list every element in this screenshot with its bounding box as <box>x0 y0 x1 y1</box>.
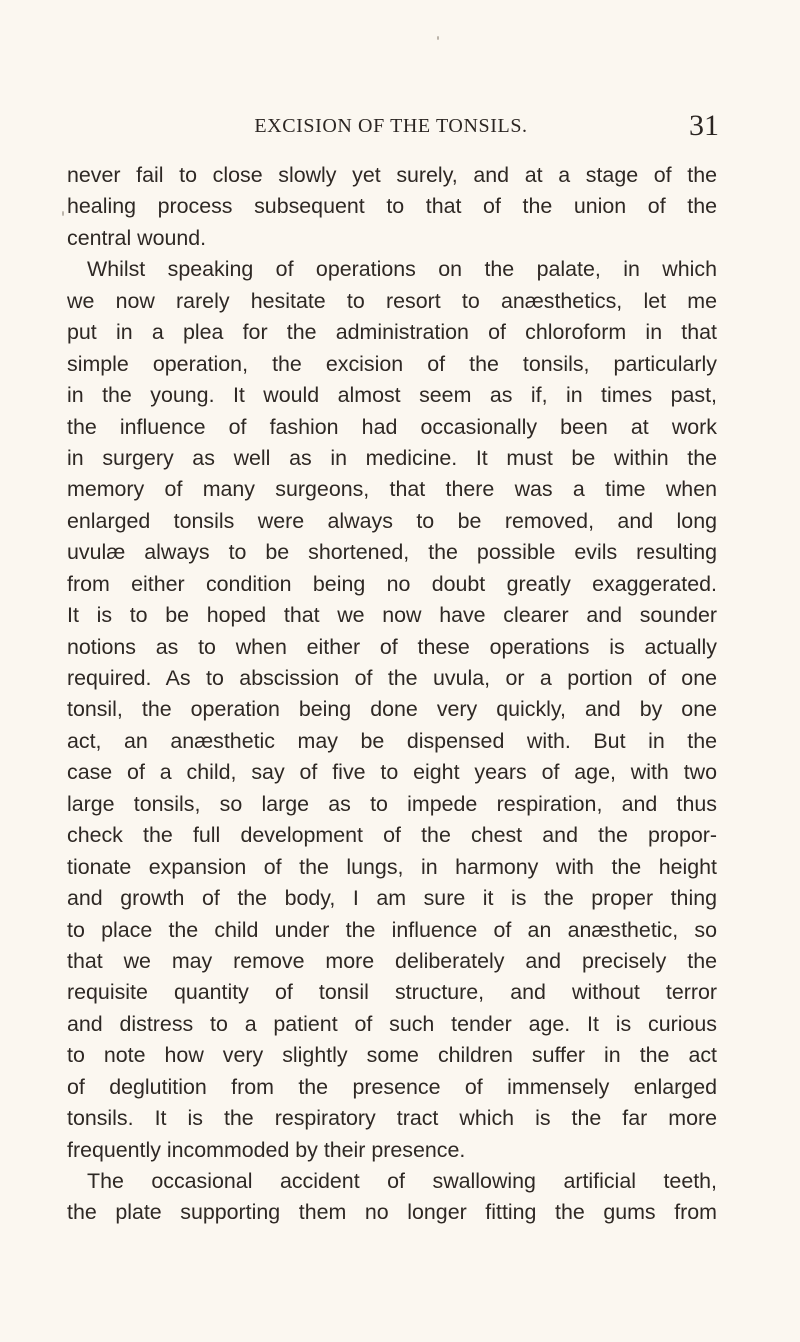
text-line: central wound. <box>67 225 207 250</box>
text-line: enlarged tonsils were always to be removed, and long <box>67 508 717 533</box>
paper-speck <box>437 36 439 40</box>
text-line: uvulæ always to be shortened, the possible evils resulting <box>67 540 717 565</box>
text-line: large tonsils, so large as to impede respiration, and thus <box>67 791 717 816</box>
text-line: never fail to close slowly yet surely, and at a stage of the <box>67 163 717 187</box>
text-line: to note how very slightly some children suffer in the act <box>67 1043 717 1068</box>
text-line: and growth of the body, I am sure it is the proper thing <box>67 886 717 911</box>
text-line: in the young. It would almost seem as if, in times past, <box>67 383 717 408</box>
paper-speck <box>62 211 64 216</box>
text-line: we now rarely hesitate to resort to anæsthetics, let me <box>67 288 717 313</box>
text-line: It is to be hoped that we now have clearer and sounder <box>67 603 717 628</box>
running-head <box>67 109 719 143</box>
text-line: to place the child under the influence of an anæsthetic, so <box>67 917 717 942</box>
text-line: notions as to when either of these operations is actually <box>67 634 717 659</box>
text-line: and distress to a patient of such tender age. It is curious <box>67 1011 717 1036</box>
page-number: 31 <box>689 109 719 142</box>
text-line: the influence of fashion had occasionally been at work <box>67 414 717 439</box>
text-line: case of a child, say of five to eight years of age, with two <box>67 760 717 785</box>
text-line: healing process subsequent to that of the union of the <box>67 194 717 219</box>
text-line: from either condition being no doubt greatly exaggerated. <box>67 571 717 596</box>
text-line: tionate expansion of the lungs, in harmony with the height <box>67 854 717 879</box>
text-line: that we may remove more deliberately and precisely the <box>67 948 717 973</box>
text-line: the plate supporting them no longer fitting the gums from <box>67 1200 717 1225</box>
text-line: memory of many surgeons, that there was a time when <box>67 477 717 502</box>
text-line: The occasional accident of swallowing artificial teeth, <box>87 1169 717 1193</box>
text-line: of deglutition from the presence of immensely enlarged <box>67 1074 717 1099</box>
text-line: tonsil, the operation being done very quickly, and by one <box>67 697 717 722</box>
body-text <box>67 160 717 1229</box>
text-line: in surgery as well as in medicine. It must be within the <box>67 445 717 470</box>
running-title: EXCISION OF THE TONSILS. <box>254 115 528 137</box>
text-line: put in a plea for the administration of chloroform in that <box>67 320 717 345</box>
text-line: frequently incommoded by their presence. <box>67 1137 466 1162</box>
text-line: requisite quantity of tonsil structure, and without terror <box>67 980 717 1005</box>
text-line: check the full development of the chest and the propor- <box>67 823 717 848</box>
text-line: tonsils. It is the respiratory tract which is the far more <box>67 1106 717 1131</box>
text-line: simple operation, the excision of the tonsils, particularly <box>67 351 717 376</box>
text-line: Whilst speaking of operations on the palate, in which <box>87 257 717 282</box>
text-line: act, an anæsthetic may be dispensed with. But in the <box>67 728 717 753</box>
text-line: required. As to abscission of the uvula, or a portion of one <box>67 666 717 690</box>
